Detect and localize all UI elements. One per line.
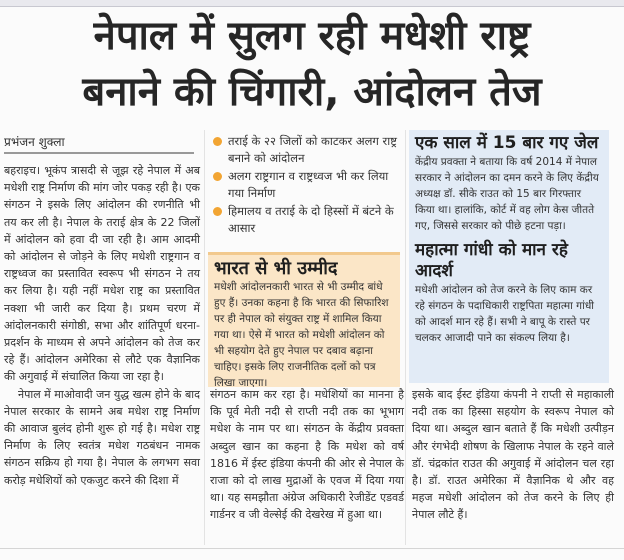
column-divider [204,130,205,545]
india-hope-box [208,252,400,387]
gandhi-box-body: मधेशी आंदोलन को तेज करने के लिए काम कर रहे संगठन के पदाधिकारी राष्ट्रपिता महात्मा गांधी को आदर्श मान रहे हैं। सभी ने बापू के रास्ते पर चलकर आजादी पाने का संकल्प लिया है। [415,284,594,344]
highlight-text: हिमालय व तराई के दो हिस्सों में बंटने के आसार [228,204,394,235]
india-hope-title: भारत से भी उम्मीद [214,258,338,279]
column-1-paragraph-1: बहराइच। भूकंप त्रासदी से जूझ रहे नेपाल में अब मधेशी राष्ट्र निर्माण की मांग जोर पकड़ रही है। एक संगठन ने इसके लिए आंदोलन की रणनीति भी तय कर ली है। नेपाल के तराई क्षेत्र के 22 जिलों में आंदोलन को हवा दी जा रही है। आम आदमी को आंदोलन से जोड़ने के लिए मधेशी राष्ट्रगान व राष्ट्रध्वज का प्रस्तावित स्वरूप भी संगठन ने तय कर लिया है। यही नहीं मधेश राष्ट्र का प्रस्तावित नक्शा भी जारी कर दिया है। प्रथम चरण में आंदोलनकारी संगोष्ठी, सभा और शांतिपूर्ण धरना-प्रदर्शन के माध्यम से अपने आंदोलन को तेज कर रहे हैं। आंदोलन अमेरिका से लौटे एक वैज्ञानिक की अगुवाई में संचालित किया जा रहा है। [4,164,200,384]
article-column-1 [4,162,200,489]
india-hope-body: मधेशी आंदोलनकारी भारत से भी उम्मीद बांधे हुए हैं। उनका कहना है कि भारत की सिफारिश पर ही नेपाल को संयुक्त राष्ट्र में शामिल किया गया था। ऐसे में भारत को मधेशी आंदोलन को भी सहयोग देते हुए नेपाल पर दबाव बढ़ाना चाहिए। इसके लिए राजनीतिक दलों को पत्र लिखा जाएगा। [214,281,389,389]
column-divider [405,130,406,545]
jail-box-body: केंद्रीय प्रवक्ता ने बताया कि वर्ष 2014 में नेपाल सरकार ने आंदोलन का दमन करने के लिए केंद्रीय अध्यक्ष डॉ. सीके राउत को 15 बार गिरफ्तार किया था। हालांकि, कोर्ट में वह लोग केस जीतते गए, जिससे सरकार को पीछे हटना पड़ा। [415,156,599,232]
sidebar-boxes [409,130,609,383]
byline: प्रभंजन शुक्ला [4,133,194,154]
highlights-list [212,133,402,238]
headline-line-2: बनाने की चिंगारी, आंदोलन तेज [82,69,542,115]
bullet-dot-icon [213,172,222,181]
highlight-item [212,133,402,167]
gandhi-box-title: महात्मा गांधी को मान रहे आदर्श [415,240,568,281]
highlight-item [212,168,402,202]
highlight-text: तराई के २२ जिलों को काटकर अलग राष्ट्र बनाने को आंदोलन [228,134,397,165]
highlight-item [212,203,402,237]
article-column-2: संगठन काम कर रहा है। मधेशियों का मानना है कि पूर्व मेती नदी से राप्ती नदी तक का भूभाग मधेश के नाम पर था। संगठन के केंद्रीय प्रवक्ता अब्दुल खान का कहना है कि मधेश को वर्ष 1816 में ईस्ट इंडिया कंपनी की ओर से नेपाल के राजा को दो लाख मुद्राओं के एवज में दिया गया था। यह समझौता अंग्रेज अधिकारी रेजीडेंट एडवर्ड गार्डनर व जी वेल्सेई की देखरेख में हुआ था। [210,388,404,522]
column-1-paragraph-2: नेपाल में माओवादी जन युद्ध खत्म होने के बाद नेपाल सरकार के सामने अब मधेश राष्ट्र निर्माण की आवाज बुलंद होनी शुरू हो गई है। मधेश राष्ट्र निर्माण के लिए स्वतंत्र मधेश गठबंधन नामक संगठन सक्रिय हो गया है। नेपाल के लगभग सवा करोड़ मधेशियों को एकजुट करने की दिशा में [4,387,200,487]
headline-line-1: नेपाल में सुलग रही मधेशी राष्ट्र [93,13,531,59]
bullet-dot-icon [213,137,222,146]
browser-toolbar-strip [0,0,624,7]
bottom-divider [0,548,624,549]
highlight-text: अलग राष्ट्रगान व राष्ट्रध्वज भी कर लिया गया निर्माण [228,169,389,200]
article-column-3: इसके बाद ईस्ट इंडिया कंपनी ने राप्ती से महाकाली नदी तक का हिस्सा सहयोग के स्वरूप नेपाल को दिया था। अब्दुल खान बताते हैं कि मधेशी उत्पीड़न और रंगभेदी शोषण के खिलाफ नेपाल के रहने वाले डॉ. चंद्रकांत राउत की अगुवाई में आंदोलन चल रहा है। डॉ. राउत अमेरिका में वैज्ञानिक थे और वह महज मधेशी आंदोलन को तेज करने के लिए ही नेपाल लौटे हैं। [412,388,614,522]
jail-box-title: एक साल में 15 बार गए जेल [415,133,599,153]
bullet-dot-icon [213,207,222,216]
headline [0,8,624,120]
